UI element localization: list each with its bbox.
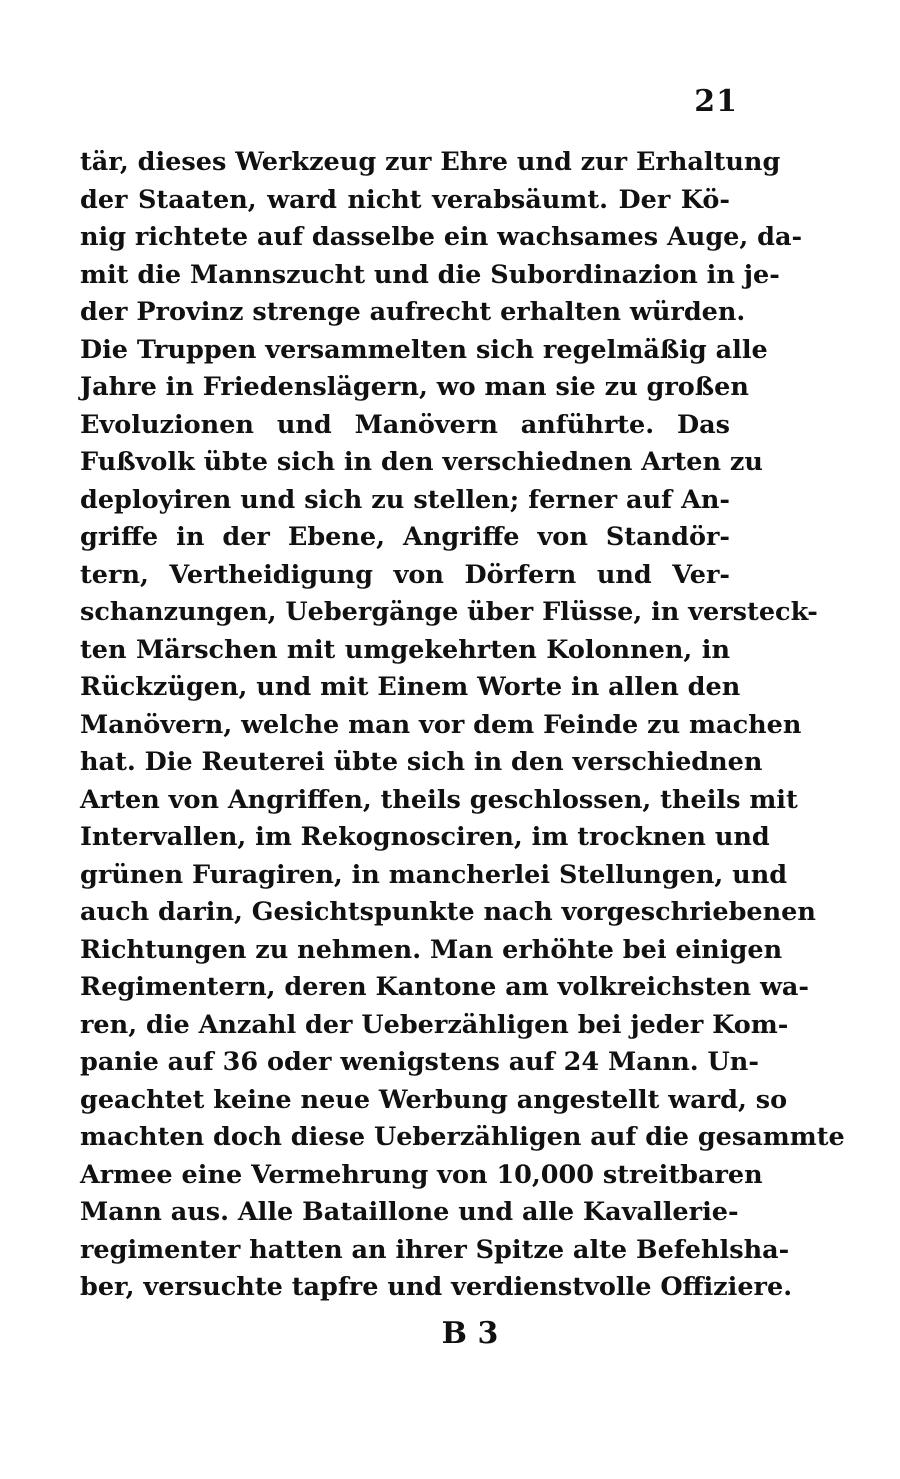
text-line: grünen Furagiren, in mancherlei Stellungen, und [80,859,788,890]
text-line: geachtet keine neue Werbung angestellt ward, so [80,1084,788,1115]
text-line: ren, die Anzahl der Ueberzähligen bei jeder Kom- [80,1009,789,1040]
text-line: Arten von Angriffen, theils geschlossen, theils mit [80,784,798,815]
text-line: Regimentern, deren Kantone am volkreichsten wa- [80,972,810,1002]
text-line: ten Märschen mit umgekehrten Kolonnen, in [80,634,730,665]
text-line: Rückzügen, und mit Einem Worte in allen den [80,672,741,702]
text-line: nig richtete auf dasselbe ein wachsames Auge, da- [80,222,803,252]
text-line: tär, dieses Werkzeug zur Ehre und zur Erhaltung [80,147,781,177]
text-line: Mann aus. Alle Bataillone und alle Kavallerie- [80,1197,739,1227]
text-line: Intervallen, im Rekognosciren, im trocknen und [80,822,770,852]
text-line: hat. Die Reuterei übte sich in den verschiednen [80,747,763,777]
text-line: mit die Mannszucht und die Subordinazion in je- [80,259,780,290]
body-text [80,144,845,1307]
text-line: Manövern, welche man vor dem Feinde zu machen [80,709,802,740]
text-line: Richtungen zu nehmen. Man erhöhte bei einigen [80,934,783,965]
text-line: auch darin, Gesichtspunkte nach vorgeschriebenen [80,897,816,927]
text-line: griffe in der Ebene, Angriffe von Standör- [80,522,730,552]
text-line: tern, Vertheidigung von Dörfern und Ver- [80,559,730,590]
text-line: regimenter hatten an ihrer Spitze alte Befehlsha- [80,1234,790,1265]
text-line: der Provinz strenge aufrecht erhalten würden. [80,297,746,327]
text-line: Armee eine Vermehrung von 10,000 streitbaren [80,1159,763,1190]
text-line: Jahre in Friedenslägern, wo man sie zu großen [80,372,749,402]
text-line: deployiren und sich zu stellen; ferner auf An- [80,484,730,515]
text-line: Evoluzionen und Manövern anführte. Das [80,409,730,440]
text-line: panie auf 36 oder wenigstens auf 24 Mann. Un- [80,1047,759,1077]
text-line: Fußvolk übte sich in den verschiednen Arten zu [80,447,763,477]
text-line: machten doch diese Ueberzähligen auf die gesammte [80,1122,845,1152]
page-number: 21 [694,84,738,119]
text-line: Die Truppen versammelten sich regelmäßig alle [80,334,768,365]
signature-mark: B 3 [441,1316,499,1351]
text-line: ber, versuchte tapfre und verdienstvolle Offiziere. [80,1272,793,1302]
text-line: schanzungen, Uebergänge über Flüsse, in versteck- [80,597,818,627]
text-line: der Staaten, ward nicht verabsäumt. Der Kö- [80,184,730,215]
